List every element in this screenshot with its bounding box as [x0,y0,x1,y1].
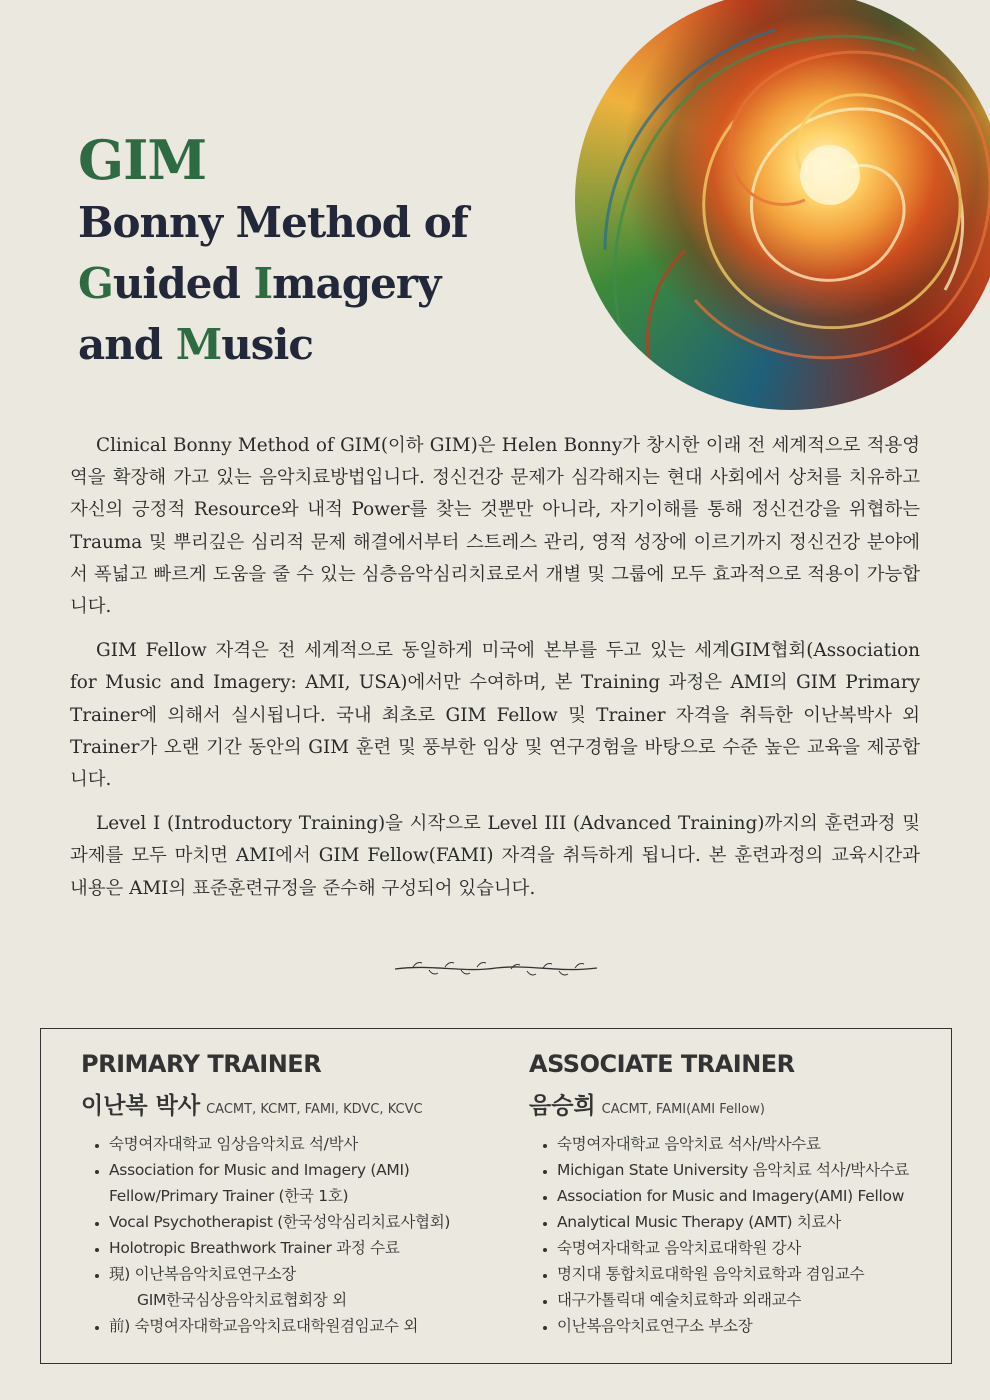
list-item-text: 現) 이난복음악치료연구소장 [109,1265,296,1283]
title-text-and: and [78,320,176,369]
primary-trainer-heading: PRIMARY TRAINER [81,1050,322,1078]
title-line-3 [78,314,468,375]
title-text-magery: magery [272,259,441,308]
associate-trainer-heading: ASSOCIATE TRAINER [529,1050,795,1078]
list-item-text: Association for Music and Imagery (AMI) [109,1161,410,1179]
primary-trainer-list [81,1131,501,1339]
title-line-1: Bonny Method of [78,198,468,247]
primary-trainer-column [81,1047,501,1339]
associate-trainer-list [529,1131,949,1339]
primary-trainer-name-line [81,1091,501,1125]
list-item: • 前) 숙명여자대학교음악치료대학원겸임교수 외 [109,1313,501,1339]
list-item: • Vocal Psychotherapist (한국성악심리치료사협회) [109,1209,501,1235]
list-item: • Holotropic Breathwork Trainer 과정 수료 [109,1235,501,1261]
trainer-info-box [40,1028,952,1364]
title-gim: GIM [78,128,207,192]
swirl-artwork [575,0,990,410]
associate-trainer-name: 음승희 [529,1093,596,1119]
primary-trainer-name: 이난복 박사 [81,1093,201,1119]
list-item: • 숙명여자대학교 임상음악치료 석/박사 [109,1131,501,1157]
title-accent-g: G [78,259,113,308]
list-item: • Association for Music and Imagery(AMI) Fellow [557,1183,949,1209]
list-item [109,1157,501,1209]
title-accent-i: I [253,259,273,308]
swirl-lines [575,0,990,410]
intro-text [70,430,920,917]
list-item-continuation: Fellow/Primary Trainer (한국 1호) [109,1187,349,1205]
list-item: • 대구가톨릭대 예술치료학과 외래교수 [557,1287,949,1313]
list-item: • Michigan State University 음악치료 석사/박사수료 [557,1157,949,1183]
intro-paragraph-2: GIM Fellow 자격은 전 세계적으로 동일하게 미국에 본부를 두고 있는 세계GIM협회(Association for Music and Imagery: AMI, USA)에서만 수여하며, 본 Training 과정은 AMI의 GIM Primary Trainer에 의해서 실시됩니다. 국내 최초로 GIM Fellow 및 Trainer 자격을 취득한 이난복박사 외 Trainer가 오랜 기간 동안의 GIM 훈련 및 풍부한 임상 및 연구경험을 바탕으로 수준 높은 교육을 제공합니다. [70,640,920,791]
list-item: • 명지대 통합치료대학원 음악치료학과 겸임교수 [557,1261,949,1287]
title-text-usic: usic [221,320,313,369]
list-item: • 숙명여자대학교 음악치료 석사/박사수료 [557,1131,949,1157]
associate-trainer-name-line [529,1091,949,1125]
list-item: • Analytical Music Therapy (AMT) 치료사 [557,1209,949,1235]
title-text-uided: uided [112,259,254,308]
list-item [109,1261,501,1313]
primary-trainer-credentials: CACMT, KCMT, FAMI, KDVC, KCVC [206,1102,423,1117]
intro-paragraph-3: Level I (Introductory Training)을 시작으로 Level III (Advanced Training)까지의 훈련과정 및 과제를 모두 마치면 AMI에서 GIM Fellow(FAMI) 자격을 취득하게 됩니다. 본 훈련과정의 교육시간과 내용은 AMI의 표준훈련규정을 준수해 구성되어 있습니다. [70,813,920,899]
intro-paragraph-1: Clinical Bonny Method of GIM(이하 GIM)은 Helen Bonny가 창시한 이래 전 세계적으로 적용영역을 확장해 가고 있는 음악치료방법입니다. 정신건강 문제가 심각해지는 현대 사회에서 상처를 치유하고 자신의 긍정적 Resource와 내적 Power를 찾는 것뿐만 아니라, 자기이해를 통해 정신건강을 위협하는 Trauma 및 뿌리깊은 심리적 문제 해결에서부터 스트레스 관리, 영적 성장에 이르기까지 정신건강 분야에서 폭넓고 빠르게 도움을 줄 수 있는 심층음악심리치료로서 개별 및 그룹에 모두 효과적으로 적용이 가능합니다. [70,435,920,618]
associate-trainer-credentials: CACMT, FAMI(AMI Fellow) [601,1102,765,1117]
title-accent-m: M [175,320,222,369]
vine-divider-ornament [393,958,599,978]
list-item-continuation: GIM한국심상음악치료협회장 외 [137,1291,347,1309]
title-block [78,128,468,375]
list-item: • 이난복음악치료연구소 부소장 [557,1313,949,1339]
title-line-2 [78,253,468,314]
list-item: • 숙명여자대학교 음악치료대학원 강사 [557,1235,949,1261]
associate-trainer-column [529,1047,949,1339]
